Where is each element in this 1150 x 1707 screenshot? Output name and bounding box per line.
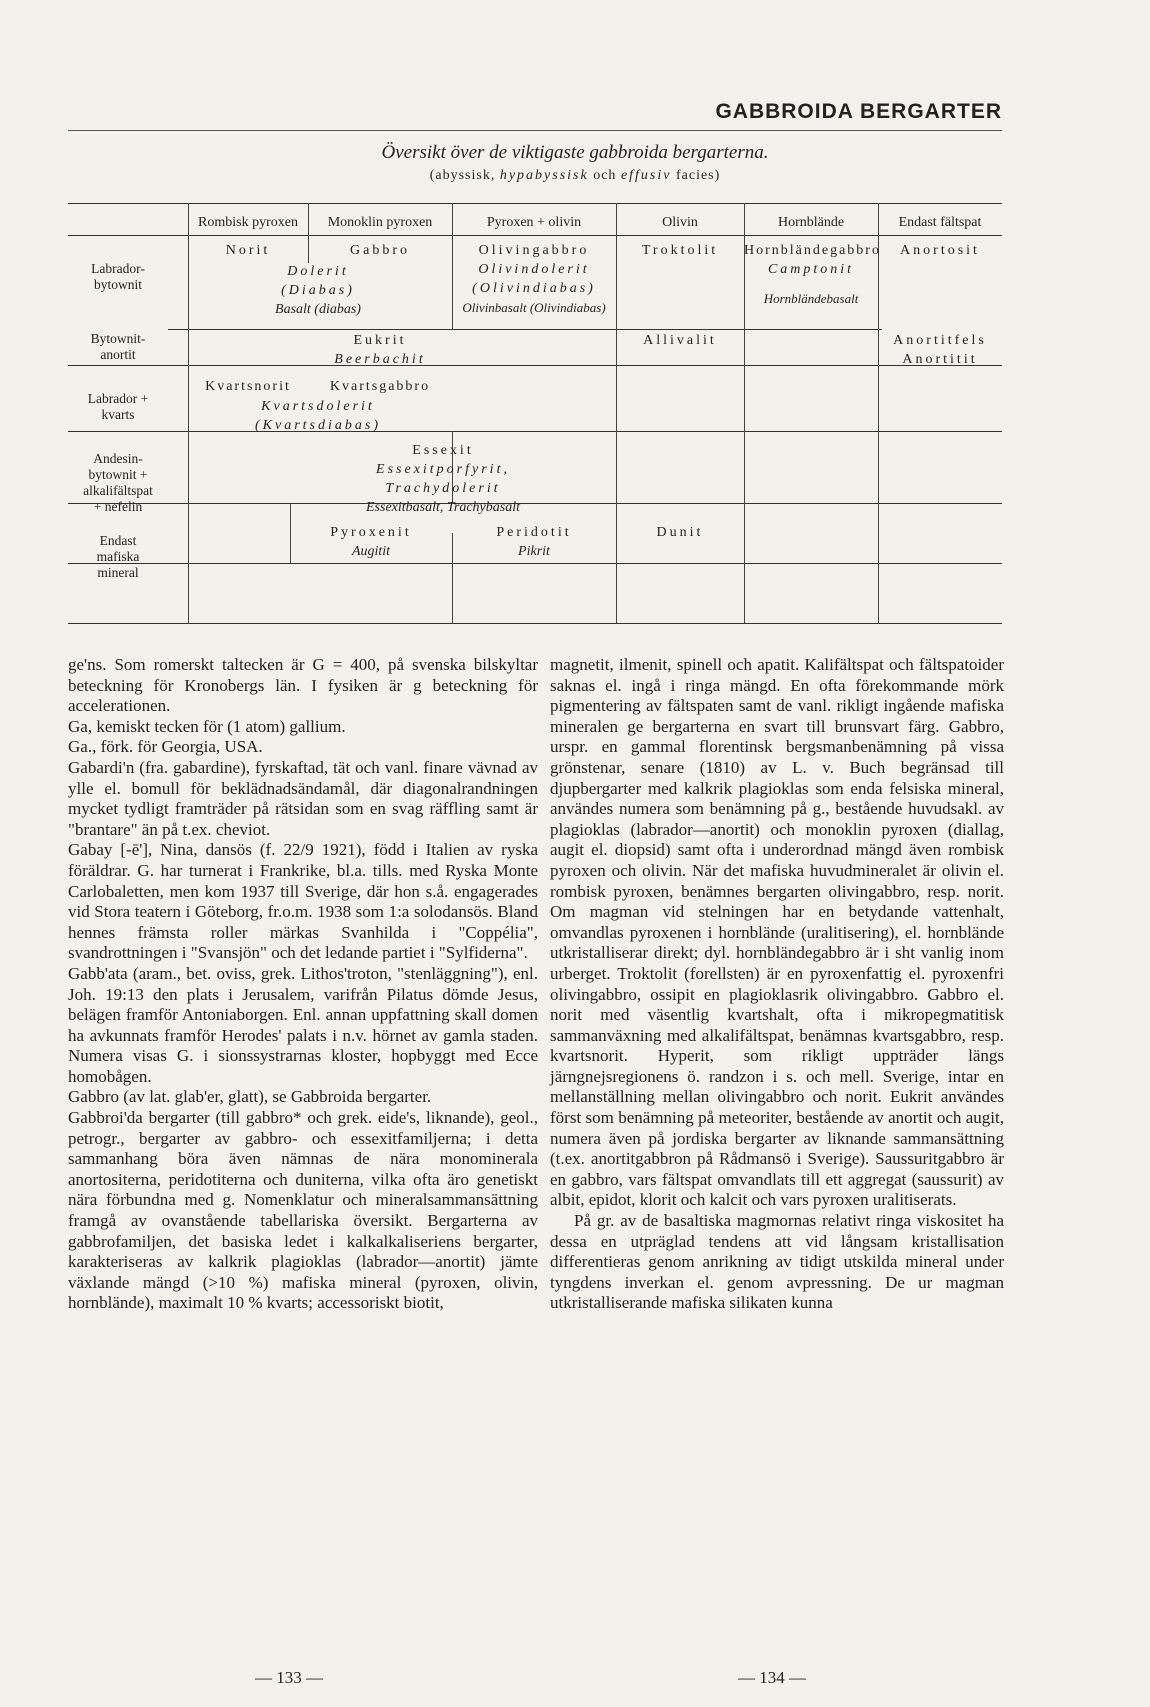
cell-kvartsnorit: Kvartsnorit	[205, 379, 291, 394]
cell-pyroxenit: Pyroxenit Augitit	[330, 525, 412, 559]
row-label: Labrador + kvarts	[87, 391, 149, 422]
table-rule	[188, 203, 189, 623]
paragraph: På gr. av de basaltiska magmornas relativt ringa viskositet ha dessa en utpräglad tendens att vid långsam kristallisation differentieras genom anrikning av tidigt utskilda mineral under tyngdens inverkan el. genom avpressning. De ur magman utkristalliserande mafiska silikaten kunna	[550, 1211, 1004, 1313]
cell-troktolit: Troktolit	[641, 243, 719, 258]
cell-dolerit: Dolerit (Diabas) Basalt (diabas)	[275, 264, 361, 317]
cell-dunit: Dunit	[656, 525, 704, 540]
col-header-pyroxen-olivin: Pyroxen + olivin	[486, 215, 582, 230]
cell-olivingabbro: Olivingabbro Olivindolerit (Olivindiabas) Olivinbasalt (Olivindiabas)	[462, 243, 606, 315]
rock-classification-table	[68, 203, 1002, 623]
table-caption: Översikt över de viktigaste gabbroida bergarterna.	[381, 142, 769, 163]
table-rule	[878, 203, 879, 623]
row-label: Bytownit- anortit	[90, 331, 146, 362]
table-rule	[168, 329, 882, 330]
entry-ga-georgia: Ga., förk. för Georgia, USA.	[68, 737, 263, 757]
cell-kvartsdolerit: Kvartsdolerit (Kvartsdiabas)	[255, 399, 381, 433]
row-label: Andesin- bytownit + alkalifältspat + nefelin	[83, 451, 153, 514]
cell-essexit: Essexit Essexitporfyrit, Trachydolerit Essexitbasalt, Trachybasalt	[366, 443, 520, 515]
entry-gabbroida: Gabbroi'da bergarter (till gabbro* och grek. eide's, liknande), geol., petrogr., bergarter av gabbro- och essexitfamiljerna; i detta sammanhang böra även nämnas de nära monominerala anortositerna, peridotiterna och duniterna, vilka ofta äro genetiskt nära förbundna med g. Nomenklatur och mineralsammansättning framgå av ovanstående tabellariska översikt. Bergarterna av gabbrofamiljen, det basiska ledet i kalkalkaliseriens bergarter, karakteriseras av kalkrik plagioklas (labrador—anortit) jämte växlande mängd (>10 %) mafiska mineral (pyroxen, olivin, hornblände), maximalt 10 % kvarts; accessoriskt biotit,	[68, 1108, 538, 1313]
cell-eukrit: Eukrit Beerbachit	[334, 333, 426, 367]
table-rule	[68, 431, 1002, 432]
table-rule	[68, 623, 1002, 624]
entry-gabardin: Gabardi'n (fra. gabardine), fyrskaftad, tät och vanl. finare vävnad av ylle el. bomull för beklädnadsändamål, där diagonalrandningen mycket tydligt framträder på rätsidan som en svag räffling samt är "brantare" än på t.ex. cheviot.	[68, 757, 538, 839]
page-number-left: — 133 —	[255, 1668, 323, 1687]
running-header: GABBROIDA BERGARTER	[715, 100, 1002, 123]
table-rule	[68, 235, 1002, 236]
page-number-right: — 134 —	[738, 1668, 806, 1687]
col-header-rombisk: Rombisk pyroxen	[198, 215, 298, 230]
row-label: Endast mafiska mineral	[96, 533, 140, 580]
cell-gabbro: Gabbro	[350, 243, 410, 258]
cell-hornblandegabbro: Hornbländegabbro Camptonit Hornbländebasalt	[744, 243, 881, 306]
cell-allivalit: Allivalit	[643, 333, 717, 348]
col-header-faltspat: Endast fältspat	[898, 215, 982, 230]
cell-anortitfels: Anortitfels Anortitit	[893, 333, 987, 367]
cell-norit: Norit	[225, 243, 271, 258]
table-rule	[68, 563, 1002, 564]
entry-ga: Ga, kemiskt tecken för (1 atom) gallium.	[68, 716, 346, 736]
entry-gabay: Gabay [-ē'], Nina, dansös (f. 22/9 1921), född i Italien av ryska föräldrar. G. har turnerat i Frankrike, bl.a. tills. med Ryska Monte Carlobaletten, men kom 1937 till Sverige, där hon s.å. engagerades vid Stora teatern i Göteborg, fr.o.m. 1938 som 1:a solodansös. Bland hennes främsta roller märkas Svanhilda i "Coppélia", svandrottningen i "Svansjön" och det ledande partiet i "Sylfiderna".	[68, 840, 538, 963]
table-rule	[68, 203, 1002, 204]
entry-gabbro: Gabbro (av lat. glab'er, glatt), se Gabbroida bergarter.	[68, 1087, 432, 1107]
table-rule	[68, 365, 1002, 366]
cell-kvartsgabbro: Kvartsgabbro	[329, 379, 431, 394]
row-label: Labrador- bytownit	[91, 261, 145, 292]
right-text-column	[550, 655, 1004, 1314]
cell-peridotit: Peridotit Pikrit	[496, 525, 572, 559]
table-subcaption: (abyssisk, hypabyssisk och effusiv facies)	[429, 168, 721, 183]
paragraph: ge'ns. Som romerskt taltecken är G = 400, på svenska bilskyltar beteckning för Kronobergs län. I fysiken är g beteckning för accelerationen.	[68, 655, 538, 716]
header-rule	[68, 130, 1002, 131]
paragraph: magnetit, ilmenit, spinell och apatit. Kalifältspat och fältspatoider saknas el. ingå i ringa mängd. En ofta förekommande mörk pigmentering av fältspaten samt de vanl. rikligt ingående mafiska mineralen ge bergarterna en svart till brunsvart färg. Gabbro, urspr. en gammal florentinsk bergsmanbenämning på vissa grönstenar, senare (1810) av L. v. Buch begränsad till djupbergarter med kalkrik plagioklas som enda felsiska mineral, användes numera som benämning på g., bestående huvudsakl. av plagioklas (labrador—anortit) och monoklin pyroxen (diallag, augit el. diopsid) samt ofta i underordnad mängd även rombisk pyroxen och olivin. När det mafiska huvudmineralet är olivin el. rombisk pyroxen, benämnes bergarten olivingabbro, resp. norit. Om magman vid stelningen har en betydande vattenhalt, omvandlas pyroxenen i hornblände (uralitisering), el. hornblände utkristalliserar direkt; dyl. hornbländegabbro är i sht vanlig inom urberget. Troktolit (forellsten) är en pyroxenfattig el. pyroxenfri olivingabbro, ossipit en plagioklasrik olivingabbro. Gabbro el. norit med väsentlig kvartshalt, ofta i mikropegmatitisk sammanväxning med alkalifältspat, benämnas kvartsgabbro, resp. kvartsnorit. Hyperit, som rikligt uppträder längs järngnejsregionens ö. randzon i s. och mell. Sverige, intar en mellanställning mellan olivingabbro och norit. Eukrit användes först som benämning på meteoriter, bestående av anortit och augit, numera även på jordiska bergarter av liknande sammansättning (t.ex. anortitgabbron på Rådmansö i Sverige). Saussuritgabbro är en gabbro, vars fältspat omvandlats till ett aggregat (saussurit) av albit, epidot, klorit och kalcit och vars pyroxen uralitiserats.	[550, 655, 1004, 1210]
table-rule	[616, 203, 617, 623]
col-header-olivin: Olivin	[662, 215, 698, 230]
col-header-monoklin: Monoklin pyroxen	[327, 215, 433, 230]
left-text-column	[68, 655, 538, 1314]
col-header-hornblande: Hornblände	[777, 215, 845, 230]
entry-gabbata: Gabb'ata (aram., bet. oviss, grek. Lithos'troton, "stenläggning"), enl. Joh. 19:13 den plats i Jerusalem, varifrån Pilatus dömde Jesus, belägen framför Antoniaborgen. Enl. annan uppfattning skall domen ha avkunnats framför Herodes' palats i n.v. hörnet av gamla staden. Numera visas G. i sionssystrarnas kloster, hopbyggt med Ecce homobågen.	[68, 963, 538, 1086]
cell-anortosit: Anortosit	[900, 243, 980, 258]
